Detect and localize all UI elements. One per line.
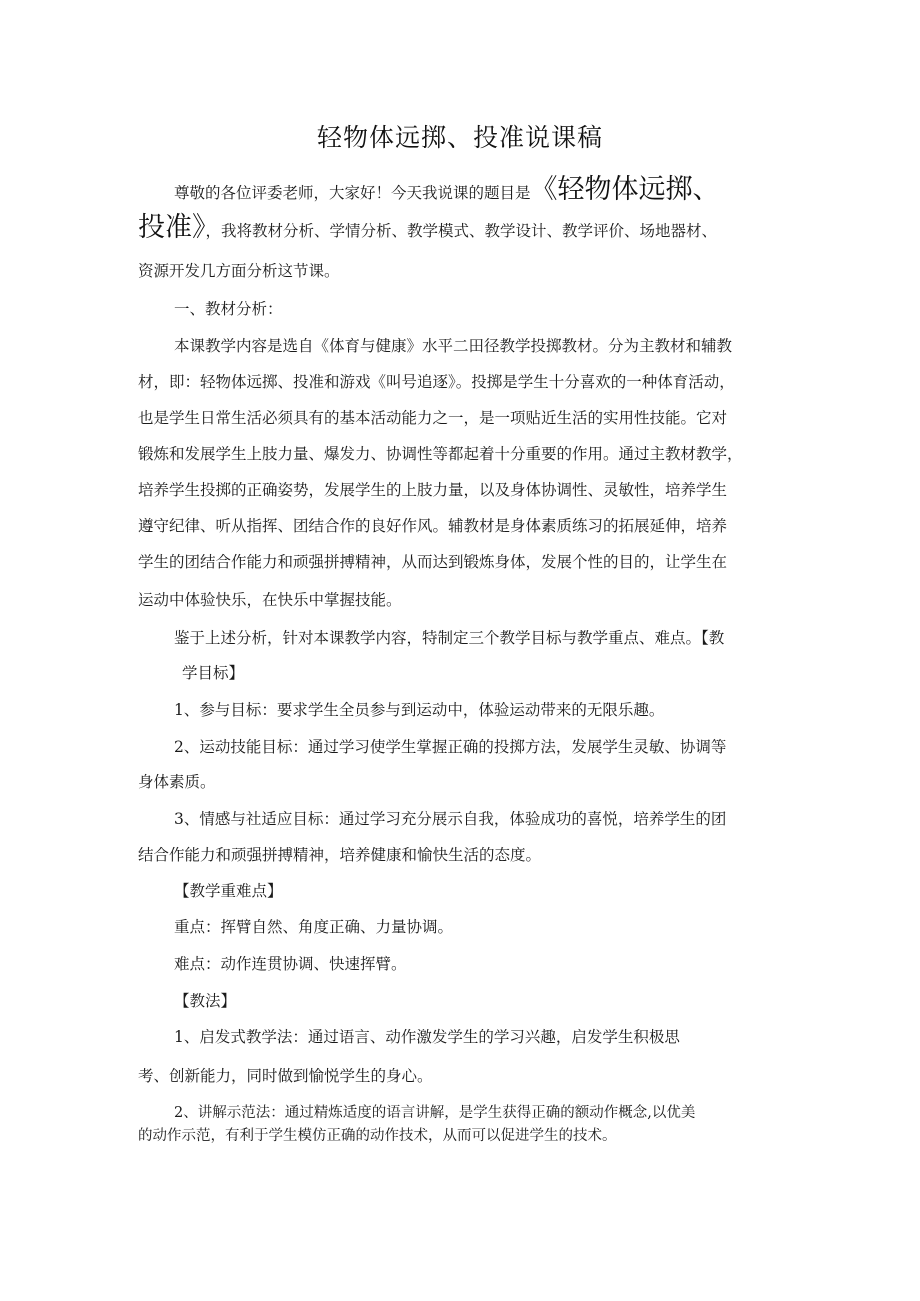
intro-line-3: 资源开发几方面分析这节课。: [138, 262, 340, 280]
difficult-point: 难点：动作连贯协调、快速挥臂。: [174, 955, 407, 973]
paragraph-line: 本课教学内容是选自《体育与健康》水平二田径教学投掷教材。分为主教材和辅教: [174, 337, 733, 355]
goal-item-continuation: 身体素质。: [138, 773, 216, 791]
goals-intro-line: 鉴于上述分析，针对本课教学内容，特制定三个教学目标与教学重点、难点。【教: [174, 629, 725, 647]
paragraph-line: 学生的团结合作能力和顽强拼搏精神，从而达到锻炼身体，发展个性的目的，让学生在: [138, 553, 728, 571]
paragraph-line: 锻炼和发展学生上肢力量、爆发力、协调性等都起着十分重要的作用。通过主教材教学，: [138, 445, 743, 463]
intro-line-2: [138, 212, 786, 244]
goal-item: 3、情感与社适应目标：通过学习充分展示自我，体验成功的喜悦，培养学生的团: [174, 810, 727, 828]
paragraph-line: 运动中体验快乐，在快乐中掌握技能。: [138, 591, 402, 609]
intro-text: 尊敬的各位评委老师，大家好！今天我说课的题目是: [174, 184, 531, 202]
paragraph-line: 材，即：轻物体远掷、投准和游戏《叫号追逐》。投掷是学生十分喜欢的一种体育活动，: [138, 373, 735, 391]
method-item: 2、讲解示范法：通过精炼适度的语言讲解，是学生获得正确的额动作概念,以优美: [174, 1105, 696, 1121]
section-heading: 一、教材分析：: [174, 300, 283, 318]
methods-heading: 【教法】: [174, 992, 237, 1010]
paragraph-line: 也是学生日常生活必须具有的基本活动能力之一，是一项贴近生活的实用性技能。它对: [138, 409, 728, 427]
goal-item: 2、运动技能目标：通过学习使学生掌握正确的投掷方法，发展学生灵敏、协调等: [174, 738, 727, 756]
document-title: 轻物体远掷、投准说课稿: [316, 123, 603, 152]
goal-item-continuation: 结合作能力和顽强拼搏精神，培养健康和愉快生活的态度。: [138, 846, 542, 864]
intro-line-1: [174, 174, 822, 206]
paragraph-line: 培养学生投掷的正确姿势，发展学生的上肢力量，以及身体协调性、灵敏性，培养学生: [138, 481, 728, 499]
lesson-title-part-1: 《轻物体远掷、: [530, 174, 720, 205]
method-item: 1、启发式教学法：通过语言、动作激发学生的学习兴趣，启发学生积极思: [174, 1028, 680, 1046]
key-points-heading: 【教学重难点】: [174, 882, 283, 900]
goals-heading: 学目标】: [182, 664, 245, 682]
paragraph-line: 遵守纪律、听从指挥、团结合作的良好作风。辅教材是身体素质练习的拓展延伸，培养: [138, 517, 728, 535]
method-item-continuation: 的动作示范，有利于学生模仿正确的动作技术，从而可以促进学生的技术。: [138, 1128, 617, 1144]
key-point: 重点：挥臂自然、角度正确、力量协调。: [174, 918, 454, 936]
method-item-continuation: 考、创新能力，同时做到愉悦学生的身心。: [138, 1067, 433, 1085]
lesson-title-part-2: 投准》: [138, 212, 206, 243]
goal-item: 1、参与目标：要求学生全员参与到运动中，体验运动带来的无限乐趣。: [174, 701, 665, 719]
intro-text: ，我将教材分析、学情分析、教学模式、教学设计、教学评价、场地器材、: [205, 222, 718, 240]
